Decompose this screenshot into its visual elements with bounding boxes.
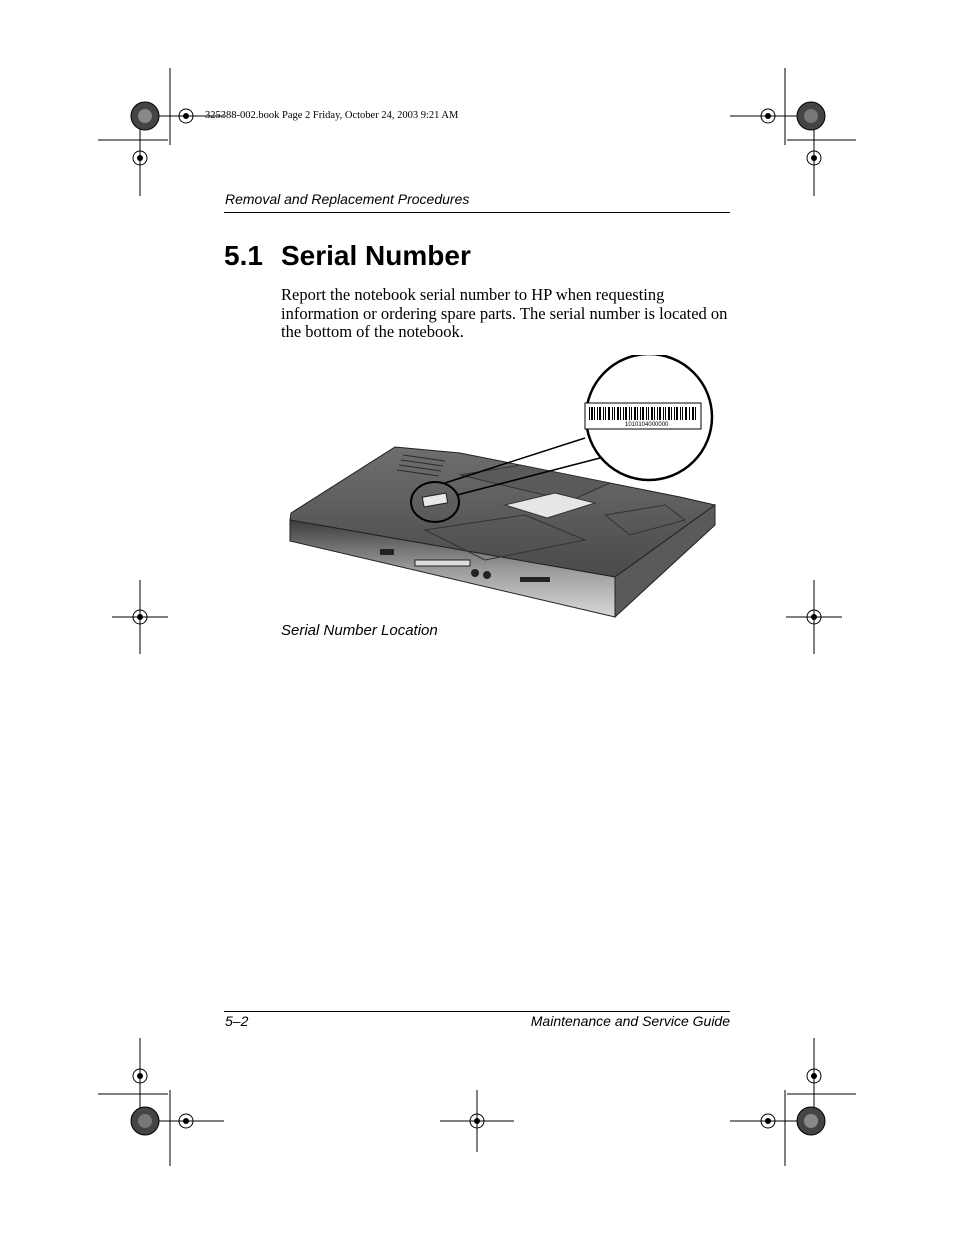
footer-title: Maintenance and Service Guide (530, 1013, 730, 1029)
section-heading: Serial Number (281, 240, 471, 271)
barcode-number: 1010104000000 (625, 422, 669, 428)
section-number: 5.1 (224, 240, 263, 271)
running-head: Removal and Replacement Procedures (225, 191, 470, 207)
page-number: 5–2 (225, 1013, 249, 1029)
notebook-illustration (285, 355, 725, 620)
section-title (224, 240, 471, 272)
notebook-figure (285, 355, 725, 620)
figure-caption: Serial Number Location (281, 622, 438, 639)
header-rule (224, 212, 730, 213)
body-paragraph: Report the notebook serial number to HP when requesting information or ordering spare parts. The serial number is located on the bottom of the notebook. (281, 285, 728, 341)
print-slug: 325388-002.book Page 2 Friday, October 24, 2003 9:21 AM (205, 110, 459, 121)
footer-rule (224, 1011, 730, 1012)
